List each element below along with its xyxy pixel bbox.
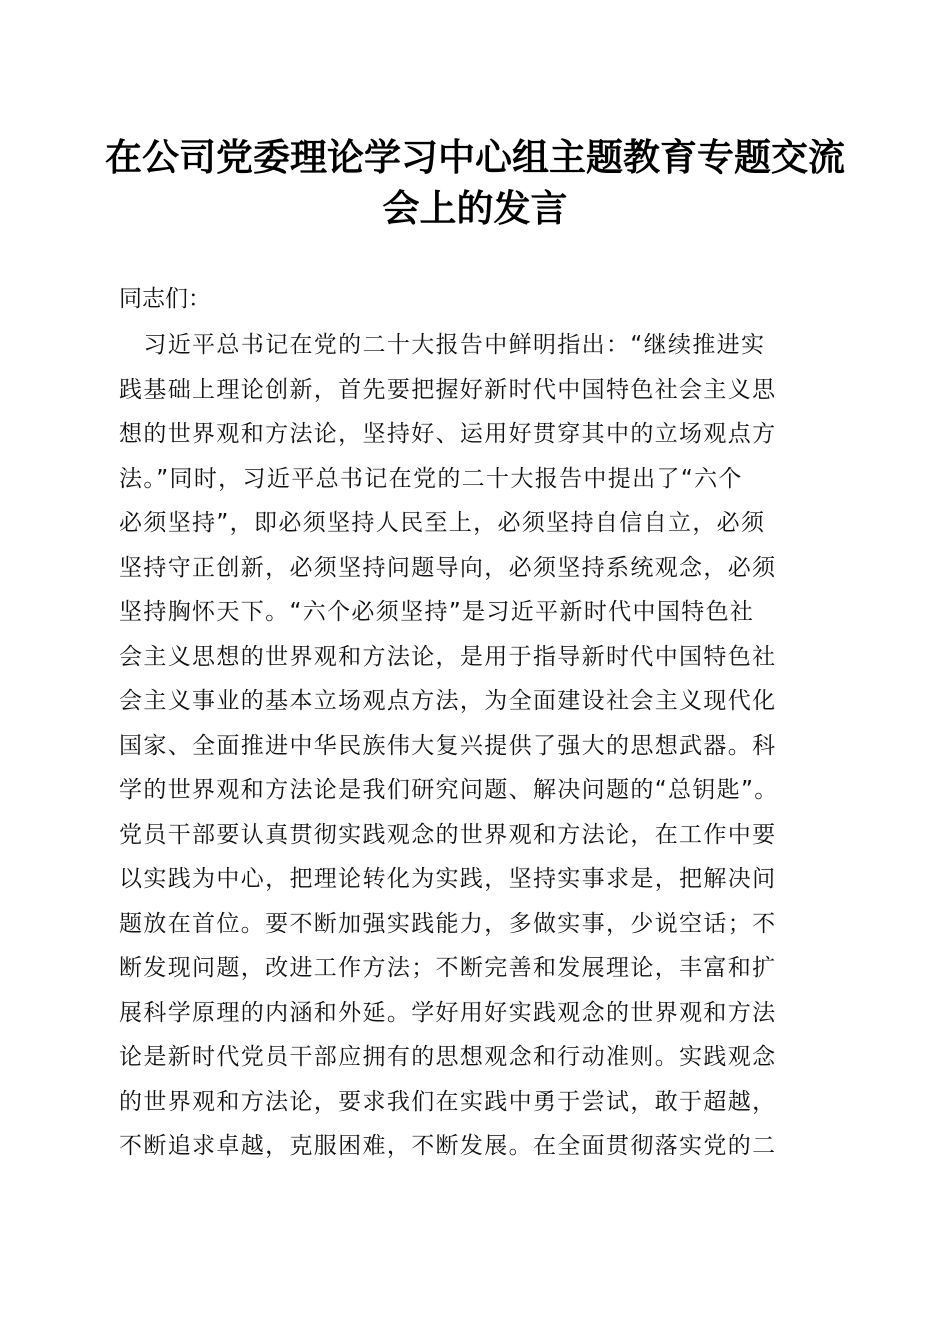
document-title-line-2: 会上的发言	[382, 186, 568, 230]
body-line: 展科学原理的内涵和外延。学好用好实践观念的世界观和方法	[119, 999, 777, 1026]
salutation: 同志们：	[119, 286, 211, 312]
body-line: 断发现问题，改进工作方法；不断完善和发展理论，丰富和扩	[119, 955, 777, 981]
body-line: 题放在首位。要不断加强实践能力，多做实事，少说空话；不	[119, 910, 777, 937]
body-line: 以实践为中心，把理论转化为实践，坚持实事求是，把解决问	[119, 866, 777, 892]
body-line: 坚持守正创新，必须坚持问题导向，必须坚持系统观念，必须	[119, 554, 777, 581]
body-paragraph	[119, 323, 879, 1169]
body-line: 践基础上理论创新，首先要把握好新时代中国特色社会主义思	[119, 376, 777, 403]
body-line: 必须坚持”，即必须坚持人民至上，必须坚持自信自立，必须	[119, 510, 766, 536]
body-line: 习近平总书记在党的二十大报告中鲜明指出：“继续推进实	[119, 332, 766, 358]
body-line: 会主义事业的基本立场观点方法，为全面建设社会主义现代化	[119, 688, 777, 714]
body-line: 不断追求卓越，克服困难，不断发展。在全面贯彻落实党的二	[119, 1133, 777, 1159]
body-line: 法。”同时，习近平总书记在党的二十大报告中提出了“六个	[119, 465, 743, 492]
body-line: 会主义思想的世界观和方法论，是用于指导新时代中国特色社	[119, 643, 777, 670]
body-line: 坚持胸怀天下。“六个必须坚持”是习近平新时代中国特色社	[119, 599, 755, 625]
body-line: 想的世界观和方法论，坚持好、运用好贯穿其中的立场观点方	[119, 421, 777, 447]
body-line: 论是新时代党员干部应拥有的思想观念和行动准则。实践观念	[119, 1044, 777, 1070]
body-line: 国家、全面推进中华民族伟大复兴提供了强大的思想武器。科	[119, 732, 777, 759]
document-title-line-1: 在公司党委理论学习中心组主题教育专题交流	[105, 135, 845, 179]
body-line: 党员干部要认真贯彻实践观念的世界观和方法论，在工作中要	[119, 821, 777, 848]
body-line: 学的世界观和方法论是我们研究问题、解决问题的“总钥匙”。	[119, 777, 779, 803]
body-line: 的世界观和方法论，要求我们在实践中勇于尝试，敢于超越，	[119, 1088, 777, 1115]
